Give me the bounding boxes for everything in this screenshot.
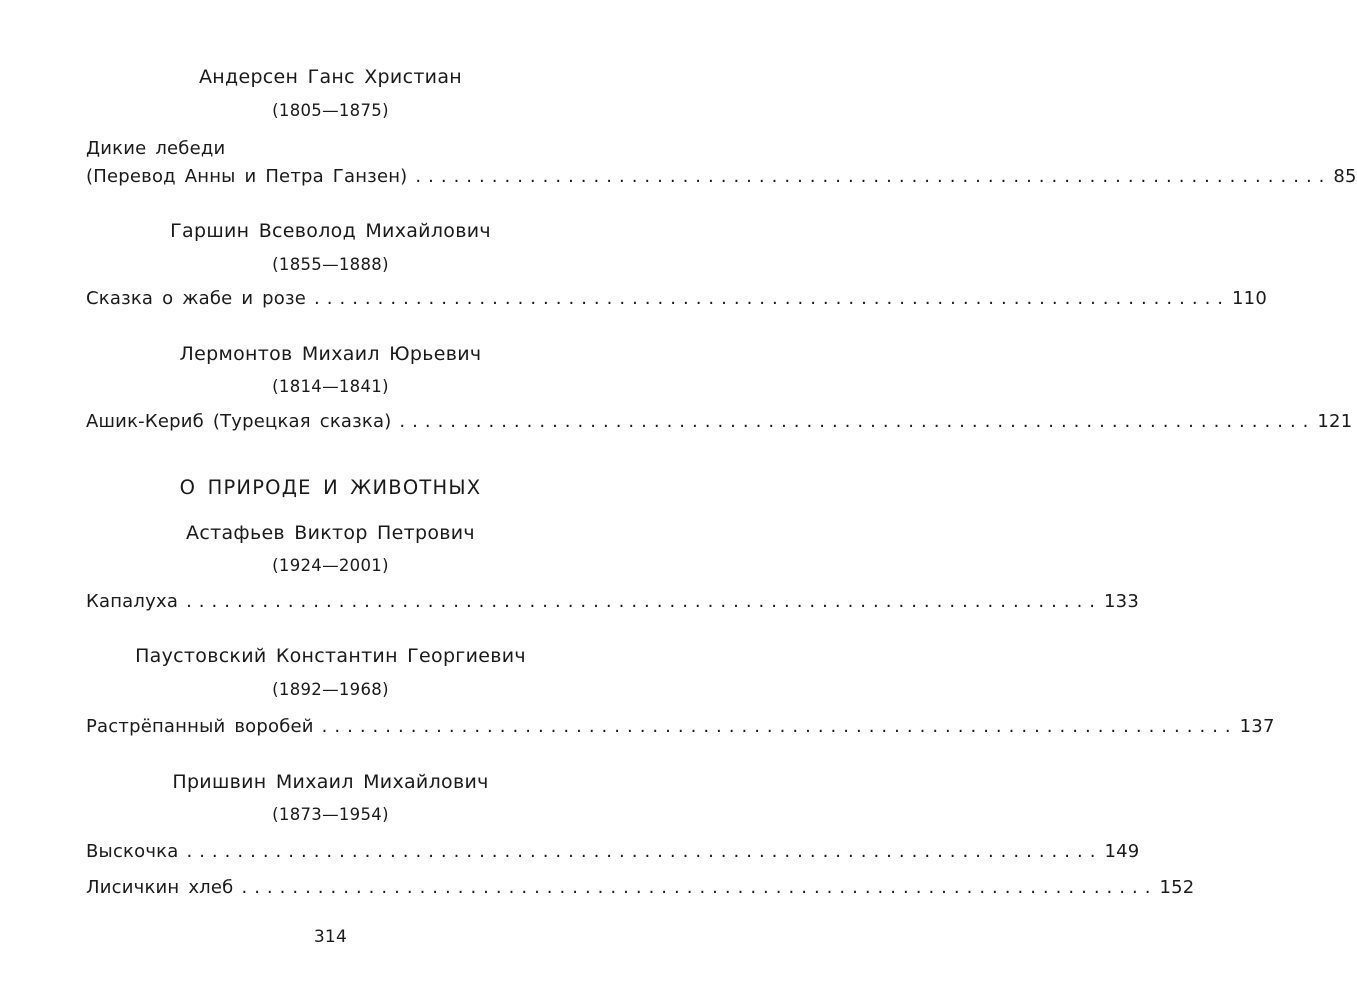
author-years: (1855—1888) (272, 255, 389, 274)
entry-page-number: 110 (1232, 288, 1267, 309)
author-name: Гаршин Всеволод Михайлович (170, 220, 491, 242)
dot-leader: ........................................................................ (415, 166, 1332, 187)
author-name: Пришвин Михаил Михайлович (172, 771, 489, 793)
entry-page-number: 121 (1317, 411, 1353, 432)
entry-page-number: 85 (1333, 166, 1357, 187)
entry-page-number: 133 (1104, 591, 1139, 612)
entry-page-number: 137 (1239, 716, 1275, 737)
dot-leader: ........................................................................ (186, 841, 1103, 862)
entry-title: Выскочка (86, 841, 179, 862)
entry-title: Сказка о жабе и розе (86, 288, 307, 309)
toc-entry[interactable] (86, 591, 1139, 617)
toc-entry[interactable] (86, 411, 1353, 437)
author-name: Астафьев Виктор Петрович (186, 522, 475, 544)
toc-entry[interactable] (86, 841, 1140, 867)
author-name: Андерсен Ганс Христиан (199, 66, 462, 88)
entry-title: Капалуха (86, 591, 179, 612)
dot-leader: ........................................................................ (314, 288, 1231, 309)
entry-title-line: Дикие лебеди (86, 138, 226, 159)
entry-page-number: 152 (1159, 877, 1195, 898)
toc-entry[interactable] (86, 166, 1357, 192)
dot-leader: ........................................................................ (399, 411, 1316, 432)
page-number: 314 (313, 927, 348, 947)
table-of-contents (86, 0, 1357, 1000)
author-years: (1805—1875) (272, 101, 389, 120)
entry-title: Ашик-Кериб (Турецкая сказка) (86, 411, 392, 432)
author-years: (1814—1841) (272, 377, 389, 396)
author-name: Лермонтов Михаил Юрьевич (179, 343, 482, 365)
dot-leader: ........................................................................ (241, 877, 1158, 898)
toc-entry[interactable] (86, 877, 1195, 903)
dot-leader: ........................................................................ (186, 591, 1103, 612)
author-years: (1924—2001) (272, 556, 389, 575)
section-heading: О ПРИРОДЕ И ЖИВОТНЫХ (179, 476, 482, 499)
entry-title: Лисичкин хлеб (86, 877, 234, 898)
author-years: (1892—1968) (272, 680, 389, 699)
entry-title: (Перевод Анны и Петра Ганзен) (86, 166, 408, 187)
entry-page-number: 149 (1104, 841, 1140, 862)
author-years: (1873—1954) (272, 805, 389, 824)
dot-leader: ........................................................................ (321, 716, 1238, 737)
toc-entry[interactable] (86, 288, 1267, 314)
toc-entry[interactable] (86, 716, 1275, 742)
entry-title: Растрёпанный воробей (86, 716, 314, 737)
author-name: Паустовский Константин Георгиевич (135, 645, 526, 667)
